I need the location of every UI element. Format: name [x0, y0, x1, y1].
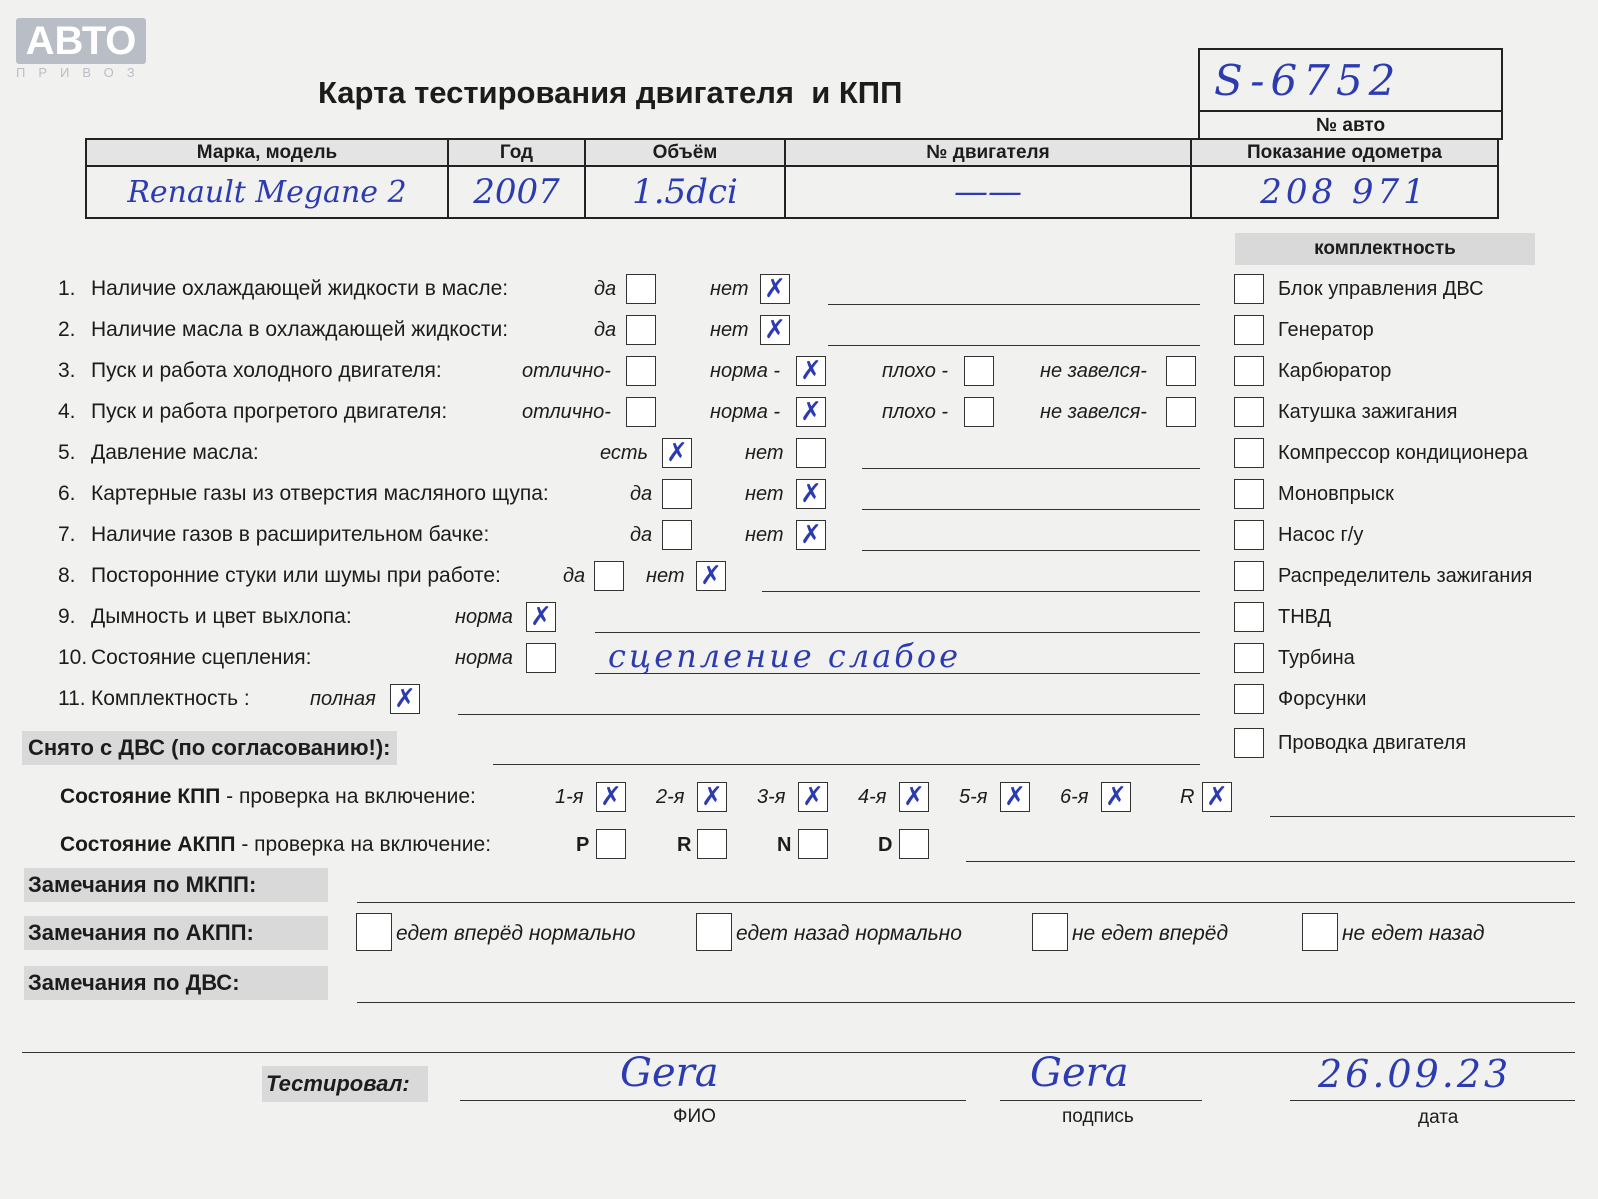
akpp-label-bold: Состояние АКПП	[60, 833, 236, 856]
kit-generator-checkbox[interactable]	[1234, 315, 1264, 345]
tested-date-label: дата	[1418, 1107, 1459, 1128]
akpp-d-checkbox[interactable]	[899, 829, 929, 859]
q5-note-line	[862, 468, 1200, 469]
q1-num: 1.	[58, 277, 76, 300]
q4-opt-excellent: отлично-	[522, 401, 611, 423]
removed-line	[493, 764, 1200, 765]
kpp-gear-r-label: R	[1180, 786, 1195, 808]
q11-num: 11.	[58, 687, 86, 710]
kit-turbine-label: Турбина	[1278, 647, 1355, 669]
tested-date-line	[1290, 1100, 1575, 1101]
q3-text: Пуск и работа холодного двигателя:	[91, 359, 442, 382]
akpp-note-line	[966, 861, 1575, 862]
kit-generator-label: Генератор	[1278, 319, 1374, 341]
q8-note-line	[762, 591, 1200, 592]
kpp-gear-1-label: 1-я	[555, 786, 584, 808]
tested-signature-label: подпись	[1062, 1106, 1134, 1127]
odometer-value: 208 971	[1191, 166, 1498, 218]
volume-value: 1.5dci	[585, 166, 785, 218]
tested-fio: Gera	[620, 1050, 719, 1096]
q6-text: Картерные газы из отверстия масляного щупа:	[91, 482, 549, 505]
kpp-gear-1-mark: ✗	[600, 782, 622, 812]
kit-tnvd-checkbox[interactable]	[1234, 602, 1264, 632]
q1-opt-no: нет	[710, 278, 749, 300]
q5-no-checkbox[interactable]	[796, 438, 826, 468]
q6-opt-yes: да	[630, 483, 653, 505]
q10-opt-normal: норма	[455, 647, 513, 669]
akpp-n-checkbox[interactable]	[798, 829, 828, 859]
q3-excellent-checkbox[interactable]	[626, 356, 656, 386]
remarks-akpp-label: Замечания по АКПП:	[24, 916, 328, 950]
q7-text: Наличие газов в расширительном бачке:	[91, 523, 490, 546]
tested-fio-line	[460, 1100, 966, 1101]
akpp-r-label: R	[677, 834, 692, 856]
vehicle-info-table	[85, 138, 1499, 219]
remarks-dvs-label: Замечания по ДВС:	[24, 966, 328, 1000]
q2-note-line	[828, 345, 1200, 346]
q6-yes-checkbox[interactable]	[662, 479, 692, 509]
q10-note: сцепление слабое	[608, 637, 962, 675]
kpp-gear-3-label: 3-я	[757, 786, 786, 808]
q7-yes-checkbox[interactable]	[662, 520, 692, 550]
q1-text: Наличие охлаждающей жидкости в масле:	[91, 277, 509, 300]
akpp-p-label: P	[576, 834, 590, 856]
akpp-p-checkbox[interactable]	[596, 829, 626, 859]
kit-carburetor-label: Карбюратор	[1278, 360, 1392, 382]
q4-no-start-checkbox[interactable]	[1166, 397, 1196, 427]
removed-label: Снято с ДВС (по согласованию!):	[22, 731, 397, 765]
kpp-note-line	[1270, 816, 1575, 817]
akpp-forward-ok-checkbox[interactable]	[356, 913, 392, 951]
kit-wiring-label: Проводка двигателя	[1278, 732, 1467, 754]
kit-ps-pump-checkbox[interactable]	[1234, 520, 1264, 550]
akpp-backward-ok-label: едет назад нормально	[736, 922, 962, 945]
akpp-label-rest: - проверка на включение:	[235, 833, 492, 856]
car-number-label: № авто	[1200, 110, 1501, 140]
q1-note-line	[828, 304, 1200, 305]
q4-normal-check-mark: ✗	[800, 397, 822, 427]
q5-text: Давление масла:	[91, 441, 259, 464]
q6-opt-no: нет	[745, 483, 784, 505]
q11-note-line	[458, 714, 1200, 715]
kpp-gear-2-label: 2-я	[656, 786, 685, 808]
kpp-gear-6-mark: ✗	[1105, 782, 1127, 812]
akpp-backward-ok-checkbox[interactable]	[696, 913, 732, 951]
remarks-mkpp-line	[357, 902, 1575, 903]
q10-text: Состояние сцепления:	[91, 646, 312, 669]
header-col-model: Марка, модель	[86, 139, 448, 166]
q5-num: 5.	[58, 441, 76, 464]
q7-num: 7.	[58, 523, 76, 546]
kpp-label-rest: - проверка на включение:	[220, 785, 476, 808]
q6-no-check-mark: ✗	[800, 479, 822, 509]
car-number-value: S-6752	[1214, 56, 1402, 105]
page-title: Карта тестирования двигателя и КПП	[318, 75, 903, 110]
model-value: Renault Megane 2	[86, 166, 448, 218]
q2-opt-no: нет	[710, 319, 749, 341]
year-value: 2007	[448, 166, 585, 218]
kpp-label	[60, 785, 476, 809]
q7-opt-no: нет	[745, 524, 784, 546]
tested-date: 26.09.23	[1318, 1052, 1512, 1096]
kpp-gear-6-label: 6-я	[1060, 786, 1089, 808]
tested-signature: Gera	[1030, 1050, 1129, 1096]
q3-no-start-checkbox[interactable]	[1166, 356, 1196, 386]
kit-ps-pump-label: Насос г/у	[1278, 524, 1364, 546]
tested-label	[262, 1066, 428, 1102]
q8-text: Посторонние стуки или шумы при работе:	[91, 564, 501, 587]
logo	[16, 18, 148, 80]
kit-ecu-checkbox[interactable]	[1234, 274, 1264, 304]
q2-yes-checkbox[interactable]	[626, 315, 656, 345]
q10-num: 10.	[58, 646, 88, 669]
kpp-gear-2-mark: ✗	[701, 782, 723, 812]
kit-ac-compressor-label: Компрессор кондиционера	[1278, 442, 1528, 464]
remarks-mkpp-label: Замечания по МКПП:	[24, 868, 328, 902]
q9-num: 9.	[58, 605, 76, 628]
q8-num: 8.	[58, 564, 76, 587]
engine-no-value: ——	[785, 166, 1191, 218]
header-col-odometer: Показание одометра	[1191, 139, 1498, 166]
q7-note-line	[862, 550, 1200, 551]
q5-opt-yes: есть	[600, 442, 649, 464]
tested-signature-line	[1000, 1100, 1202, 1101]
akpp-n-label: N	[777, 834, 792, 856]
q1-yes-checkbox[interactable]	[626, 274, 656, 304]
header-col-volume: Объём	[585, 139, 785, 166]
q3-opt-normal: норма -	[710, 360, 781, 382]
kit-injectors-label: Форсунки	[1278, 688, 1367, 710]
akpp-r-checkbox[interactable]	[697, 829, 727, 859]
q5-yes-check-mark: ✗	[666, 438, 688, 468]
akpp-forward-ok-label: едет вперёд нормально	[396, 922, 636, 945]
q10-normal-checkbox[interactable]	[526, 643, 556, 673]
q2-opt-yes: да	[594, 319, 617, 341]
akpp-no-backward-label: не едет назад	[1342, 922, 1485, 945]
kit-injectors-checkbox[interactable]	[1234, 684, 1264, 714]
q9-text: Дымность и цвет выхлопа:	[91, 605, 352, 628]
kit-title: комплектность	[1235, 233, 1535, 265]
q3-normal-check-mark: ✗	[800, 356, 822, 386]
q4-opt-bad: плохо -	[882, 401, 949, 423]
kit-monoinjection-checkbox[interactable]	[1234, 479, 1264, 509]
q11-full-check-mark: ✗	[394, 684, 416, 714]
q9-normal-check-mark: ✗	[530, 602, 552, 632]
kit-monoinjection-label: Моновпрыск	[1278, 483, 1394, 505]
q3-opt-bad: плохо -	[882, 360, 949, 382]
kpp-gear-5-label: 5-я	[959, 786, 988, 808]
akpp-no-forward-label: не едет вперёд	[1072, 922, 1229, 945]
q11-text: Комплектность :	[91, 687, 250, 710]
header-col-engine-no: № двигателя	[785, 139, 1191, 166]
q4-opt-no-start: не завелся-	[1040, 401, 1147, 423]
kpp-gear-4-label: 4-я	[858, 786, 887, 808]
kit-ac-compressor-checkbox[interactable]	[1234, 438, 1264, 468]
q4-text: Пуск и работа прогретого двигателя:	[91, 400, 448, 423]
kit-distributor-checkbox[interactable]	[1234, 561, 1264, 591]
q6-num: 6.	[58, 482, 76, 505]
kit-distributor-label: Распределитель зажигания	[1278, 565, 1533, 587]
logo-sub: ПРИВОЗ	[16, 65, 148, 80]
akpp-d-label: D	[878, 834, 893, 856]
q1-no-check-mark: ✗	[764, 274, 786, 304]
kit-ignition-coil-label: Катушка зажигания	[1278, 401, 1458, 423]
q11-opt-full: полная	[310, 688, 376, 710]
q7-opt-yes: да	[630, 524, 653, 546]
kpp-gear-5-mark: ✗	[1004, 782, 1026, 812]
q8-opt-yes: да	[563, 565, 586, 587]
tested-fio-label: ФИО	[673, 1106, 716, 1127]
q4-num: 4.	[58, 400, 76, 423]
kpp-gear-r-mark: ✗	[1206, 782, 1228, 812]
kit-tnvd-label: ТНВД	[1278, 606, 1332, 628]
q4-bad-checkbox[interactable]	[964, 397, 994, 427]
kpp-gear-3-mark: ✗	[802, 782, 824, 812]
q2-text: Наличие масла в охлаждающей жидкости:	[91, 318, 509, 341]
q3-opt-excellent: отлично-	[522, 360, 611, 382]
q3-opt-no-start: не завелся-	[1040, 360, 1147, 382]
kpp-label-bold: Состояние КПП	[60, 785, 221, 808]
q8-yes-checkbox[interactable]	[594, 561, 624, 591]
akpp-label	[60, 833, 491, 857]
kit-ignition-coil-checkbox[interactable]	[1234, 397, 1264, 427]
header-col-year: Год	[448, 139, 585, 166]
car-number-box	[1198, 48, 1503, 140]
q8-opt-no: нет	[646, 565, 685, 587]
q10-note-line	[595, 673, 1200, 674]
q9-opt-normal: норма	[455, 606, 513, 628]
q2-no-check-mark: ✗	[764, 315, 786, 345]
akpp-no-forward-checkbox[interactable]	[1032, 913, 1068, 951]
q4-excellent-checkbox[interactable]	[626, 397, 656, 427]
q7-no-check-mark: ✗	[800, 520, 822, 550]
q6-note-line	[862, 509, 1200, 510]
q3-bad-checkbox[interactable]	[964, 356, 994, 386]
kit-carburetor-checkbox[interactable]	[1234, 356, 1264, 386]
q3-num: 3.	[58, 359, 76, 382]
q5-opt-no: нет	[745, 442, 784, 464]
tested-label-text: Тестировал:	[266, 1071, 410, 1096]
akpp-no-backward-checkbox[interactable]	[1302, 913, 1338, 951]
q8-no-check-mark: ✗	[700, 561, 722, 591]
logo-brand: АВТО	[16, 18, 146, 64]
remarks-dvs-line	[357, 1002, 1575, 1003]
kit-turbine-checkbox[interactable]	[1234, 643, 1264, 673]
q2-num: 2.	[58, 318, 76, 341]
q9-note-line	[595, 632, 1200, 633]
kit-wiring-checkbox[interactable]	[1234, 728, 1264, 758]
kpp-gear-4-mark: ✗	[903, 782, 925, 812]
kit-ecu-label: Блок управления ДВС	[1278, 278, 1484, 300]
q4-opt-normal: норма -	[710, 401, 781, 423]
q1-opt-yes: да	[594, 278, 617, 300]
